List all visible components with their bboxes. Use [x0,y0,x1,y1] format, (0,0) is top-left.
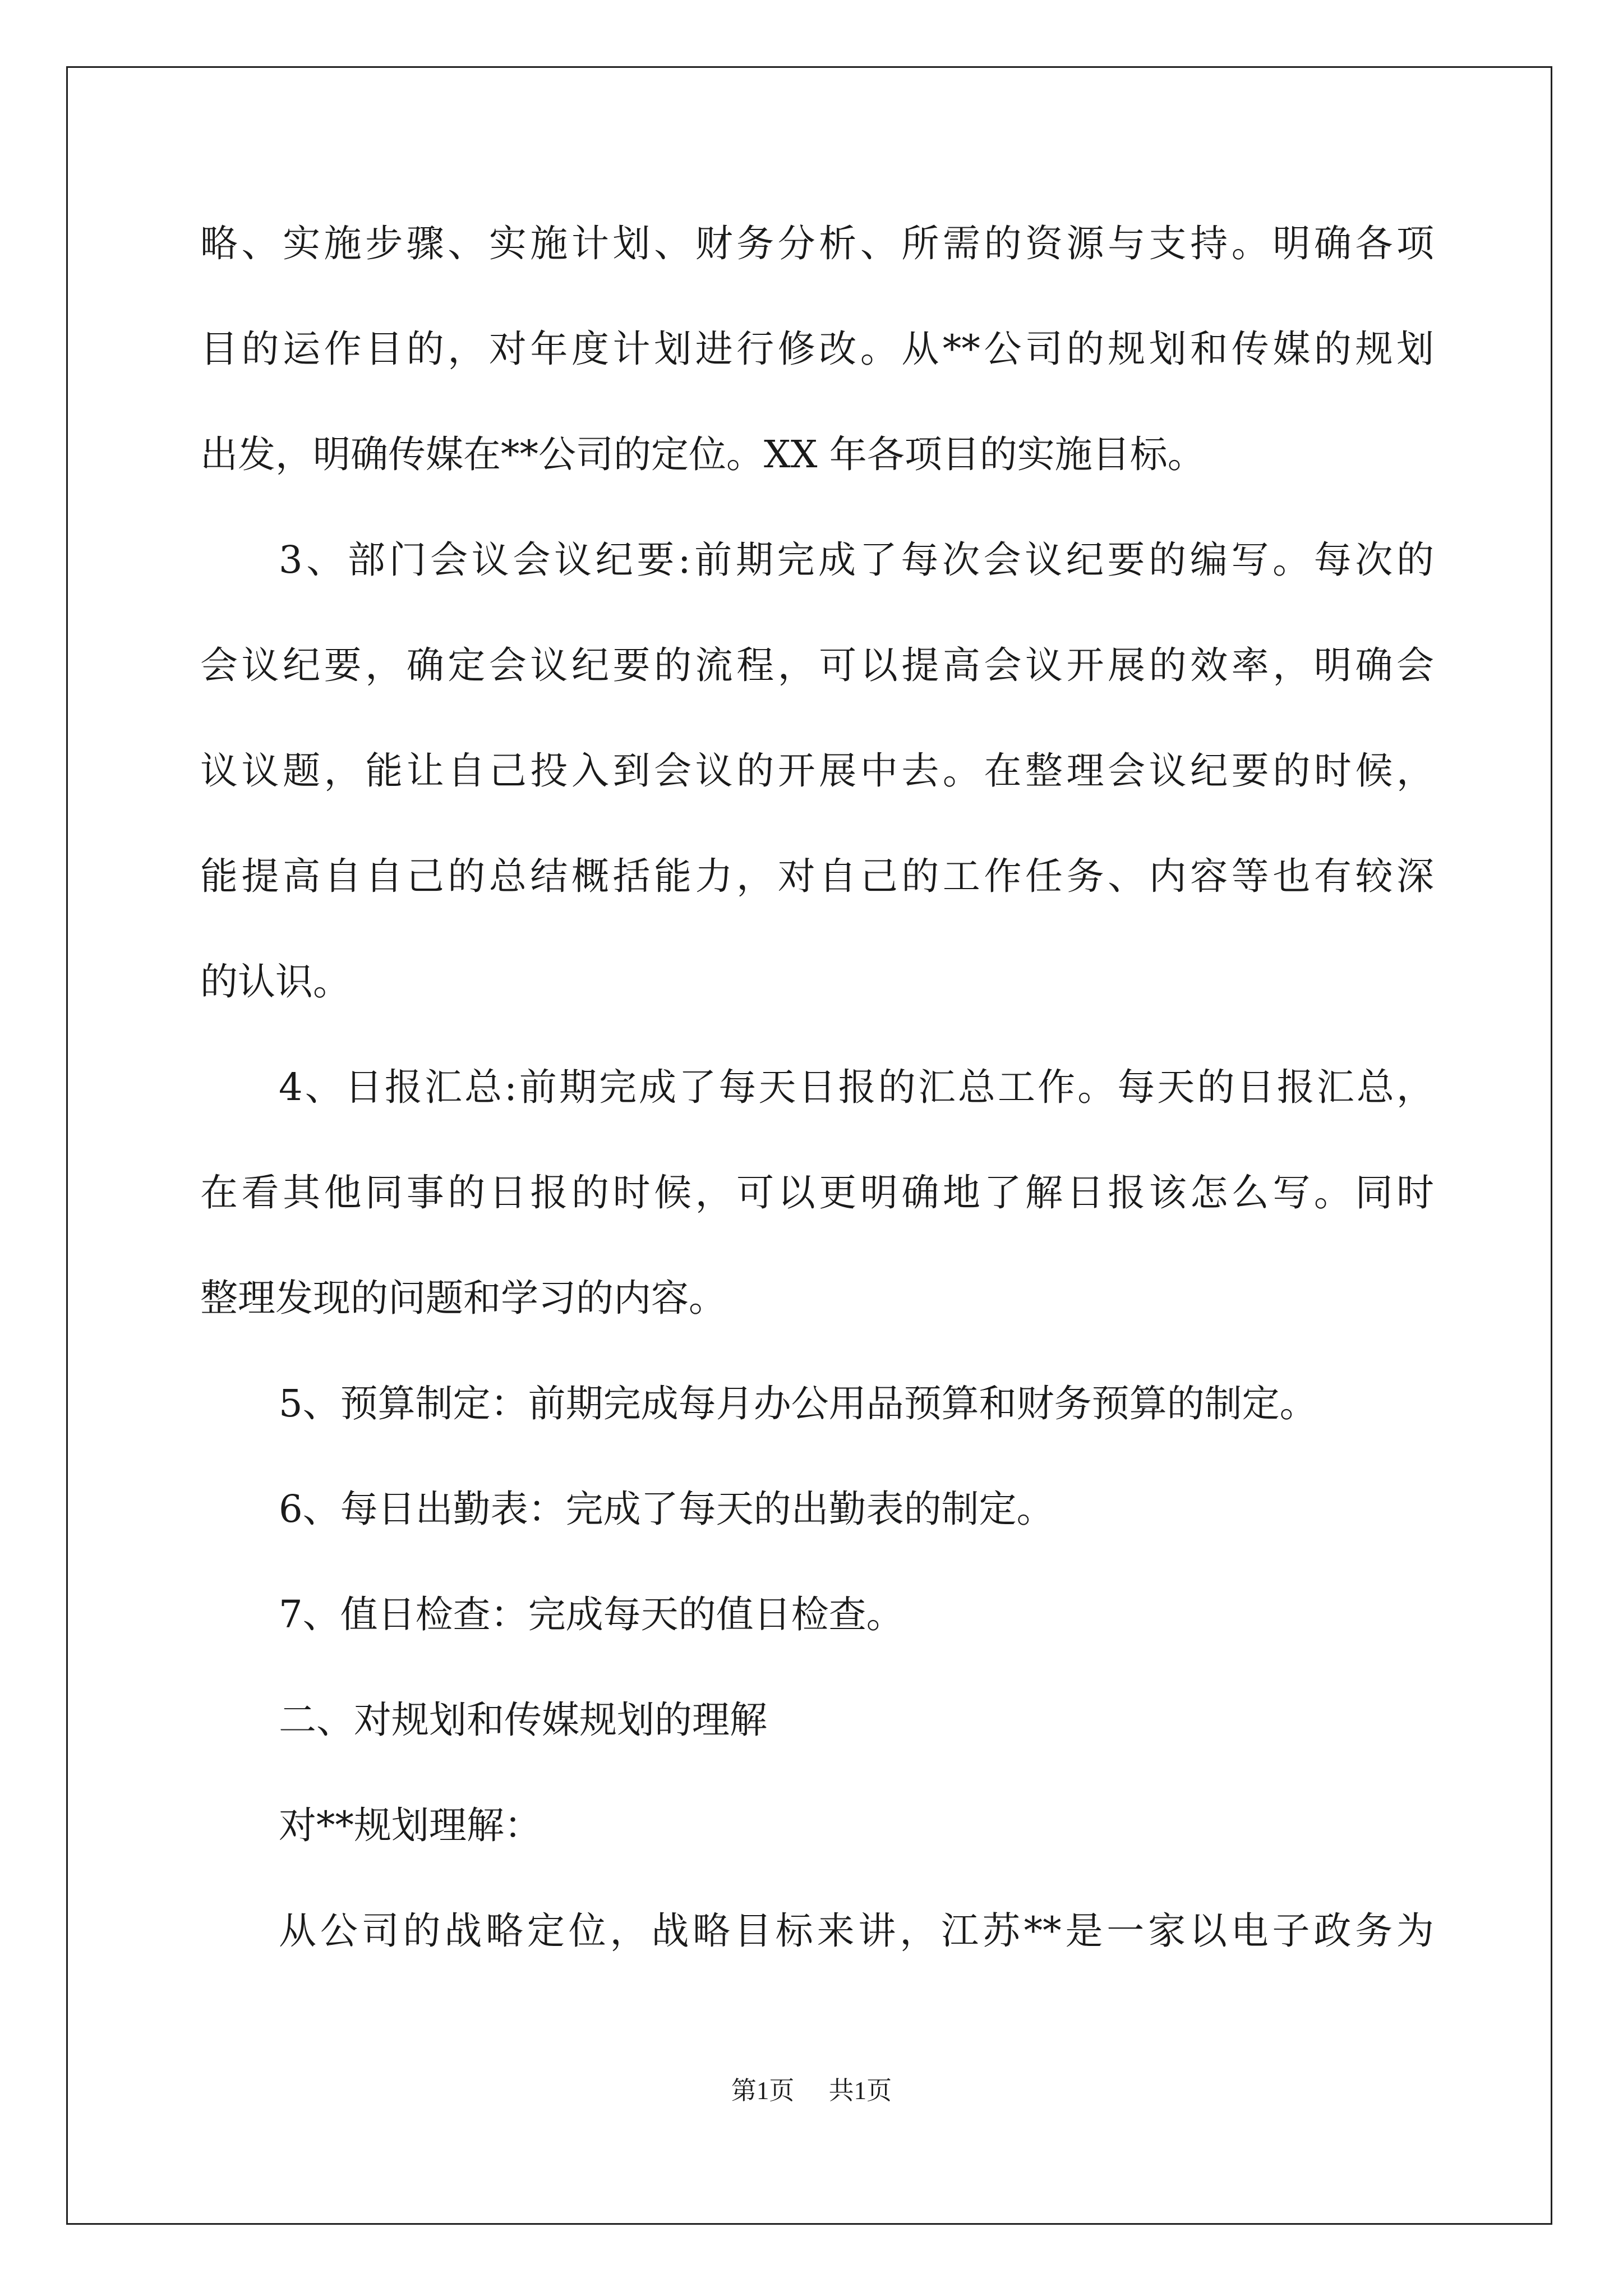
body-line: 4、日报汇总:前期完成了每天日报的汇总工作。每天的日报汇总， [279,1065,1434,1109]
body-line: 的认识。 [200,960,351,1004]
body-line: 对**规划理解： [279,1803,542,1847]
body-line: 在看其他同事的日报的时候，可以更明确地了解日报该怎么写。同时 [200,1171,1434,1214]
body-line: 6、每日出勤表：完成了每天的出勤表的制定。 [279,1487,1054,1531]
page-number: 第1页 [731,2077,795,2105]
body-line: 议议题，能让自己投入到会议的开展中去。在整理会议纪要的时候， [200,749,1434,793]
body-line: 能提高自自己的总结概括能力，对自己的工作任务、内容等也有较深 [200,854,1434,898]
body-line: 目的运作目的，对年度计划进行修改。从**公司的规划和传媒的规划 [200,327,1434,371]
body-line: 略、实施步骤、实施计划、财务分析、所需的资源与支持。明确各项 [200,222,1434,265]
body-line: 从公司的战略定位，战略目标来讲，江苏**是一家以电子政务为 [279,1909,1434,1953]
body-line: 5、预算制定：前期完成每月办公用品预算和财务预算的制定。 [279,1382,1317,1425]
page-total: 共1页 [828,2077,892,2105]
body-line: 整理发现的问题和学习的内容。 [200,1276,726,1320]
page-footer [0,2070,1623,2106]
document-body [200,191,1434,1984]
body-line: 出发，明确传媒在**公司的定位。XX 年各项目的实施目标。 [200,432,1205,476]
body-line: 3、部门会议会议纪要:前期完成了每次会议纪要的编写。每次的 [279,538,1434,582]
section-heading: 二、对规划和传媒规划的理解 [279,1698,767,1742]
body-line: 会议纪要，确定会议纪要的流程，可以提高会议开展的效率，明确会 [200,643,1434,687]
body-line: 7、值日检查：完成每天的值日检查。 [279,1593,904,1636]
